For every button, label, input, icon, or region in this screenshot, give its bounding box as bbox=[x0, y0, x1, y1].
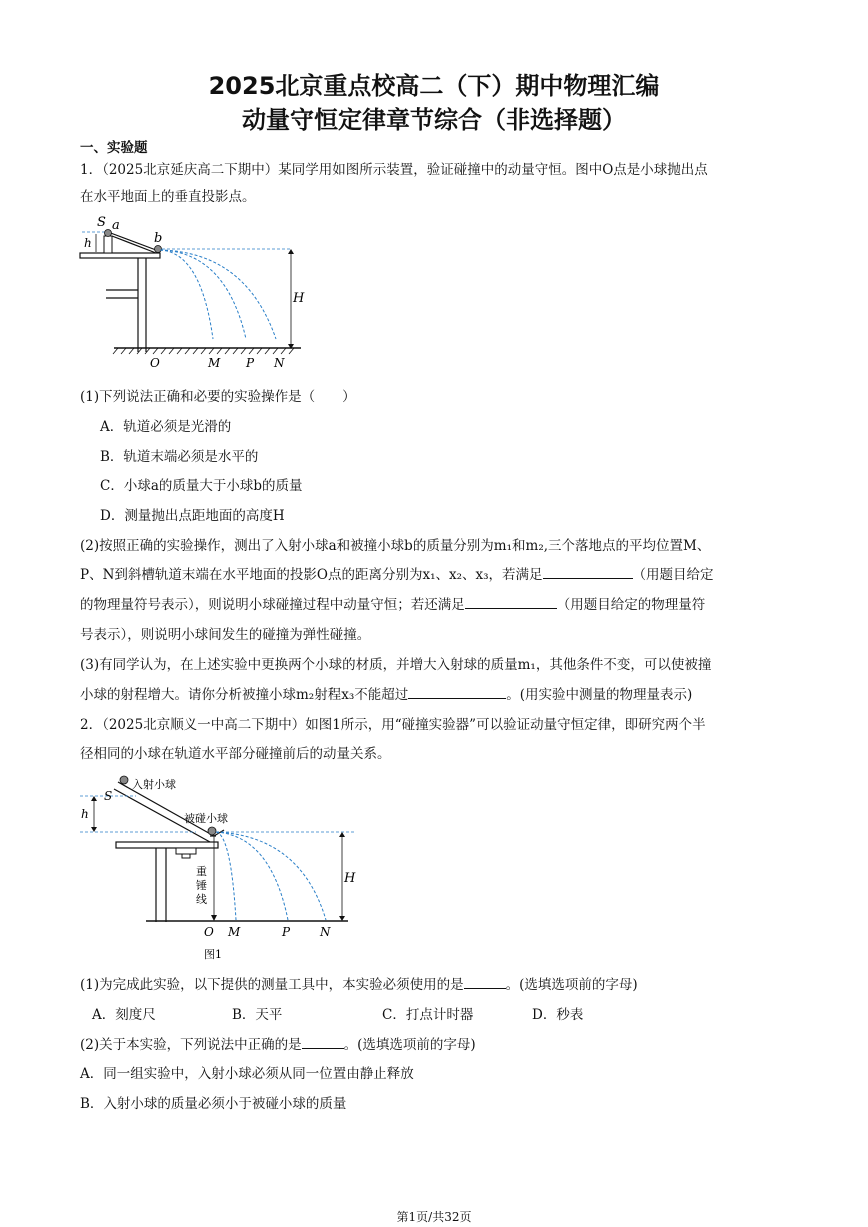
ball-a bbox=[105, 230, 112, 237]
answer-blank-4[interactable] bbox=[464, 974, 506, 989]
label-O: O bbox=[204, 925, 214, 939]
q1-option-c: C．小球a的质量大于小球b的质量 bbox=[100, 478, 303, 494]
answer-blank-3[interactable] bbox=[408, 684, 506, 699]
answer-blank-5[interactable] bbox=[302, 1034, 344, 1049]
q1-stem-line2: 在水平地面上的垂直投影点。 bbox=[80, 189, 256, 205]
label-S: S bbox=[104, 789, 113, 803]
q1-figure bbox=[76, 212, 306, 372]
label-H: H bbox=[293, 291, 305, 306]
q1-part2-line3: 的物理量符号表示），则说明小球碰撞过程中动量守恒；若还满足 （用题目给定的物理量符 bbox=[80, 593, 800, 613]
label-incident-ball: 入射小球 bbox=[132, 778, 176, 791]
q2-part2-option-b: B．入射小球的质量必须小于被碰小球的质量 bbox=[80, 1096, 347, 1112]
q2-option-b: B．天平 bbox=[232, 1007, 283, 1023]
label-h: h bbox=[81, 807, 89, 821]
q2-part2-option-a: A．同一组实验中，入射小球必须从同一位置由静止释放 bbox=[80, 1066, 414, 1082]
q2-option-d: D．秒表 bbox=[532, 1007, 584, 1023]
label-a: a bbox=[112, 218, 120, 233]
q2-option-c: C．打点计时器 bbox=[382, 1007, 474, 1023]
answer-blank-1[interactable] bbox=[543, 564, 633, 579]
q2-figure bbox=[76, 770, 366, 966]
q1-option-b: B．轨道末端必须是水平的 bbox=[100, 449, 259, 465]
q1-option-d: D．测量抛出点距地面的高度H bbox=[100, 508, 285, 524]
section-heading: 一、实验题 bbox=[80, 140, 148, 156]
target-ball bbox=[208, 827, 216, 835]
document-title-line2: 动量守恒定律章节综合（非选择题） bbox=[242, 106, 626, 134]
q2-stem-line2: 径相同的小球在轨道水平部分碰撞前后的动量关系。 bbox=[80, 746, 391, 762]
q2-option-a: A．刻度尺 bbox=[92, 1007, 156, 1023]
label-M: M bbox=[228, 925, 241, 939]
label-S: S bbox=[97, 215, 106, 230]
q1-part2-line1: (2)按照正确的实验操作，测出了入射小球a和被撞小球b的质量分别为m₁和m₂,三个落地点的平均位置M、 bbox=[80, 538, 711, 554]
q2-part1: (1)为完成此实验，以下提供的测量工具中，本实验必须使用的是 。(选填选项前的字母) bbox=[80, 973, 800, 993]
label-h: h bbox=[84, 236, 92, 250]
q1-stem-line1: 1．（2025北京延庆高二下期中）某同学用如图所示装置，验证碰撞中的动量守恒。图中O点是小球抛出点 bbox=[80, 162, 708, 178]
q2-part2: (2)关于本实验，下列说法中正确的是 。(选填选项前的字母) bbox=[80, 1033, 800, 1053]
figure-caption: 图1 bbox=[204, 948, 222, 961]
label-P: P bbox=[282, 925, 291, 939]
q1-part3-line1: (3)有同学认为，在上述实验中更换两个小球的材质，并增大入射球的质量m₁，其他条件不变，可以使被撞 bbox=[80, 657, 712, 673]
q1-part3-line2: 小球的射程增大。请你分析被撞小球m₂射程x₃不能超过 。(用实验中测量的物理量表示) bbox=[80, 683, 800, 703]
label-plumb-2: 锤 bbox=[196, 879, 207, 892]
label-b: b bbox=[154, 231, 163, 246]
label-plumb-3: 线 bbox=[196, 893, 207, 906]
q1-part1: (1)下列说法正确和必要的实验操作是（ ） bbox=[80, 389, 356, 405]
label-target-ball: 被碰小球 bbox=[184, 812, 228, 825]
label-M: M bbox=[208, 356, 221, 370]
label-plumb-1: 重 bbox=[196, 865, 207, 878]
q1-part2-line2: P、N到斜槽轨道末端在水平地面的投影O点的距离分别为x₁、x₂、x₃，若满足 （用题目给定 bbox=[80, 563, 800, 583]
label-N: N bbox=[274, 356, 285, 370]
answer-blank-2[interactable] bbox=[465, 594, 557, 609]
page-footer: 第1页/共32页 bbox=[396, 1210, 472, 1224]
q1-option-a: A．轨道必须是光滑的 bbox=[100, 419, 232, 435]
label-P: P bbox=[246, 356, 255, 370]
label-H: H bbox=[344, 871, 356, 886]
label-N: N bbox=[320, 925, 331, 939]
incident-ball bbox=[120, 776, 128, 784]
ball-b bbox=[155, 246, 162, 253]
document-title-line1: 2025北京重点校高二（下）期中物理汇编 bbox=[208, 72, 660, 100]
label-O: O bbox=[150, 356, 160, 370]
q2-stem-line1: 2．（2025北京顺义一中高二下期中）如图1所示，用“碰撞实验器”可以验证动量守恒定律，即研究两个半 bbox=[80, 717, 706, 733]
q1-part2-line4: 号表示），则说明小球间发生的碰撞为弹性碰撞。 bbox=[80, 627, 371, 643]
